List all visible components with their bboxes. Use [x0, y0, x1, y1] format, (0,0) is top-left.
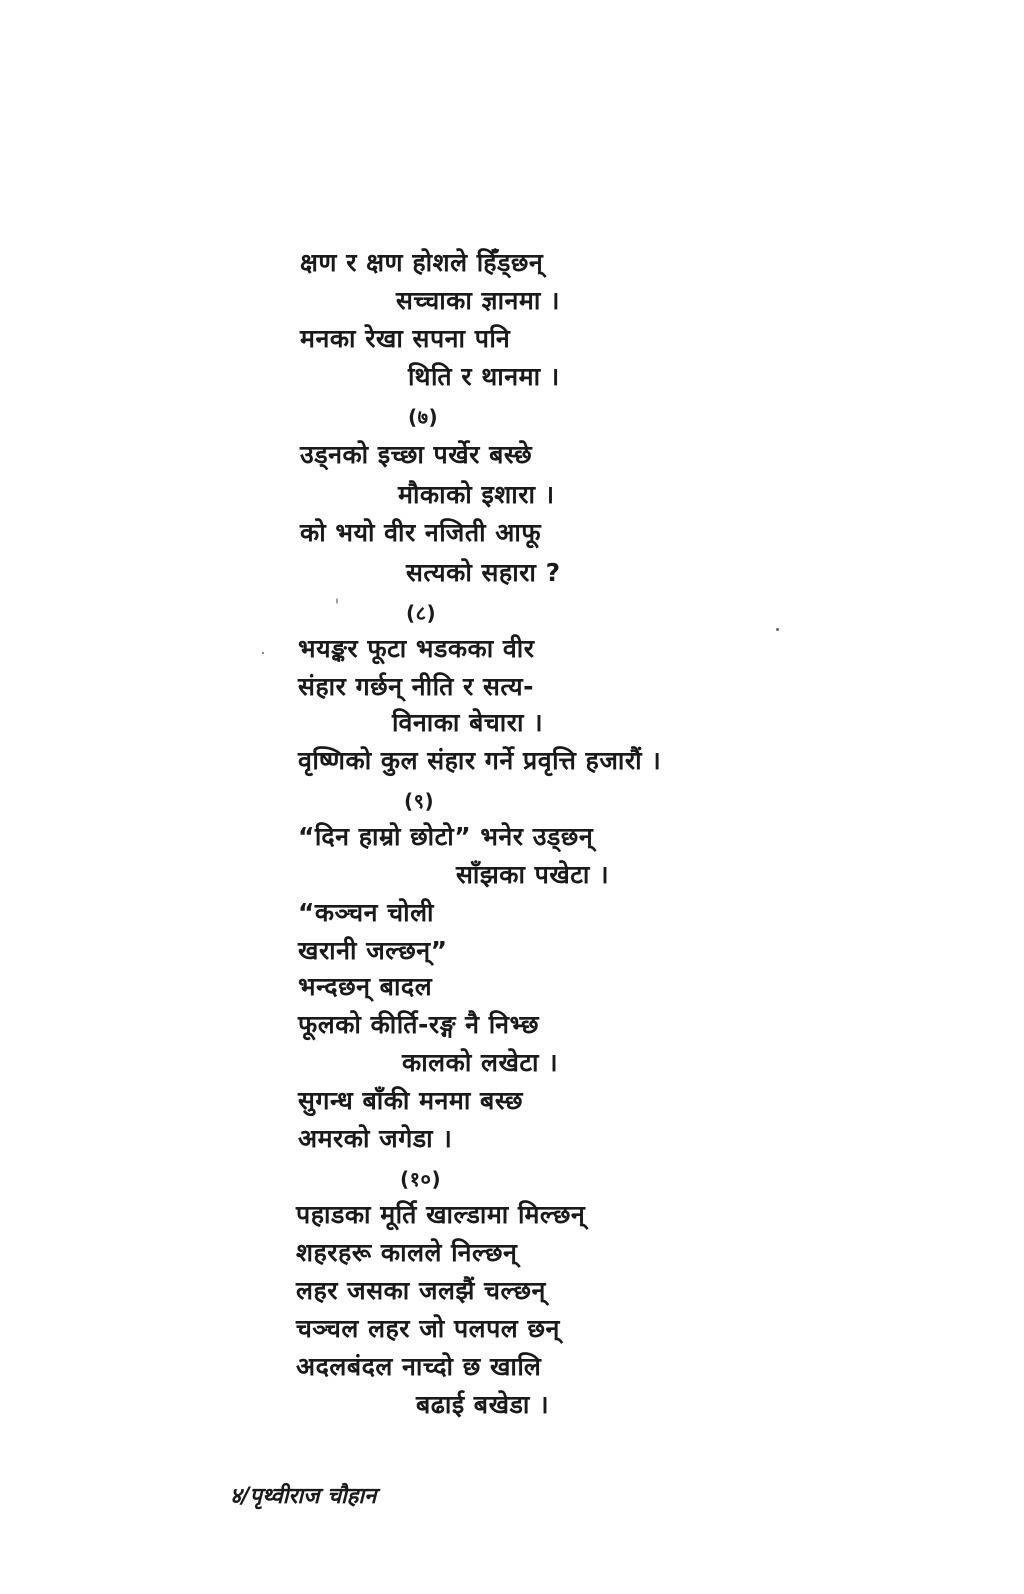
- poem-line: साँझका पखेटा ।: [456, 860, 610, 889]
- poem-line: को भयो वीर नजिती आफू: [300, 518, 542, 547]
- poem-line: फूलको कीर्ति-रङ्ग नै निभ्छ: [298, 1010, 540, 1039]
- poem-line: भन्दछन् बादल: [298, 972, 433, 1001]
- stanza-number: (७): [408, 405, 439, 429]
- poem-line: संहार गर्छन् नीति र सत्य-: [298, 672, 534, 701]
- scan-speck: [262, 652, 264, 654]
- stanza-number: (९): [404, 789, 435, 813]
- poem-line: पहाडका मूर्ति खाल्डामा मिल्छन्: [296, 1200, 586, 1229]
- poem-line: “दिन हाम्रो छोटो” भनेर उड्छन्: [298, 822, 594, 851]
- poem-line: शहरहरू कालले निल्छन्: [296, 1238, 518, 1267]
- scan-speck: [336, 598, 338, 604]
- poem-line: अमरको जगेडा ।: [298, 1124, 453, 1153]
- scan-speck: [776, 628, 779, 631]
- poem-line: सत्यको सहारा ?: [406, 558, 561, 587]
- poem-line: बढाई बखेडा ।: [416, 1390, 550, 1419]
- stanza-number: (८): [406, 601, 437, 625]
- poem-line: “कञ्चन चोली: [298, 898, 435, 927]
- poem-line: लहर जसका जलझैं चल्छन्: [296, 1276, 546, 1305]
- poem-line: विनाका बेचारा ।: [392, 708, 544, 737]
- poem-line: वृष्णिको कुल संहार गर्ने प्रवृत्ति हजारौं ।: [298, 746, 662, 775]
- poem-line: उड्नको इच्छा पर्खेर बस्छे: [300, 440, 533, 469]
- poem-line: थिति र थानमा ।: [408, 362, 560, 391]
- poem-line: क्षण र क्षण होशले हिँड्छन्: [300, 248, 544, 277]
- poem-line: सुगन्ध बाँकी मनमा बस्छ: [298, 1086, 524, 1115]
- poem-line: कालको लखेटा ।: [402, 1048, 559, 1077]
- poem-line: सच्चाका ज्ञानमा ।: [396, 286, 561, 315]
- poem-line: अदलबंदल नाच्दो छ खालि: [296, 1352, 542, 1381]
- stanza-number: (१०): [400, 1167, 442, 1191]
- poem-line: खरानी जल्छन्”: [298, 936, 448, 965]
- poem-line: मौकाको इशारा ।: [398, 480, 555, 509]
- page-footer: ४/पृथ्वीराज चौहान: [230, 1484, 377, 1509]
- poem-line: चञ्चल लहर जो पलपल छन्: [296, 1314, 560, 1343]
- poem-line: मनका रेखा सपना पनि: [300, 324, 511, 353]
- poem-line: भयङ्कर फूटा भडकका वीर: [298, 634, 535, 663]
